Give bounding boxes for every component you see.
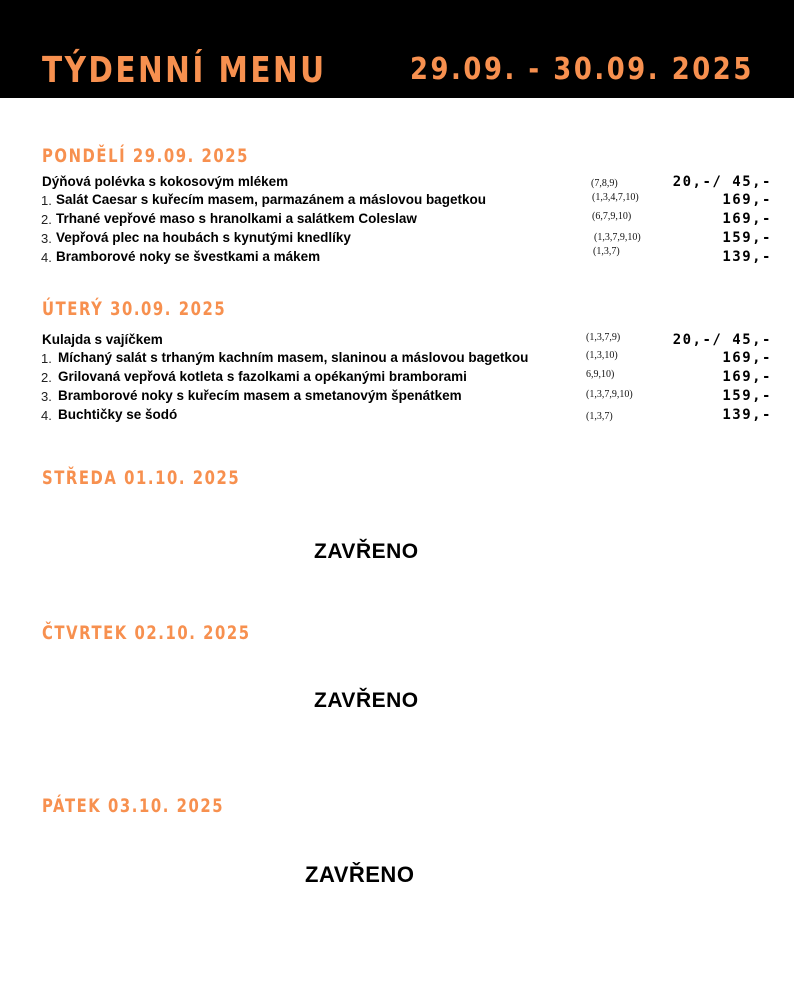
dish-name: Grilovaná vepřová kotleta s fazolkami a opékanými bramborami xyxy=(58,369,467,384)
allergens: (1,3,7,9) xyxy=(586,332,621,343)
menu-item xyxy=(0,246,794,267)
dish-name: Bramborové noky s kuřecím masem a smetanovým špenátkem xyxy=(58,388,462,403)
price: 159,- xyxy=(722,230,772,246)
allergens: (1,3,7,9,10) xyxy=(594,232,641,243)
menu-item xyxy=(0,369,794,387)
item-number: 4. xyxy=(41,250,52,265)
price: 169,- xyxy=(722,192,772,208)
menu-item xyxy=(0,211,794,229)
date-range: 29.09. - 30.09. 2025 xyxy=(410,52,754,87)
closed-notice-wednesday: ZAVŘENO xyxy=(314,540,419,563)
dish-name: Dýňová polévka s kokosovým mlékem xyxy=(42,174,289,189)
price: 169,- xyxy=(722,350,772,366)
closed-notice-thursday: ZAVŘENO xyxy=(314,689,419,712)
price: 20,-/ 45,- xyxy=(672,174,772,190)
allergens: (1,3,7) xyxy=(593,246,620,257)
menu-title: TÝDENNÍ MENU xyxy=(42,50,327,91)
dish-name: Vepřová plec na houbách s kynutými knedlíky xyxy=(56,230,351,245)
price: 169,- xyxy=(722,369,772,385)
day-heading-thursday: ČTVRTEK 02.10. 2025 xyxy=(42,622,251,644)
allergens: 6,9,10) xyxy=(586,369,615,380)
price: 139,- xyxy=(722,249,772,265)
menu-item xyxy=(0,174,794,192)
price: 20,-/ 45,- xyxy=(672,332,772,348)
header-bar xyxy=(0,0,794,98)
dish-name: Bramborové noky se švestkami a mákem xyxy=(56,249,321,264)
menu-item xyxy=(0,388,794,406)
price: 139,- xyxy=(722,407,772,423)
item-number: 3. xyxy=(41,231,52,246)
allergens: (6,7,9,10) xyxy=(592,211,632,222)
dish-name: Kulajda s vajíčkem xyxy=(42,332,163,347)
day-heading-wednesday: STŘEDA 01.10. 2025 xyxy=(42,467,241,489)
day-heading-friday: PÁTEK 03.10. 2025 xyxy=(42,795,225,817)
menu-item xyxy=(0,350,794,368)
item-number: 1. xyxy=(41,193,52,208)
day-heading-tuesday: ÚTERÝ 30.09. 2025 xyxy=(42,298,227,320)
menu-item xyxy=(0,230,794,248)
menu-item xyxy=(0,407,794,425)
menu-item xyxy=(0,332,794,350)
price: 159,- xyxy=(722,388,772,404)
menu-item xyxy=(0,192,794,210)
allergens: (1,3,10) xyxy=(586,350,618,361)
closed-notice-friday: ZAVŘENO xyxy=(305,862,415,887)
allergens: (7,8,9) xyxy=(591,178,618,189)
price: 169,- xyxy=(722,211,772,227)
item-number: 4. xyxy=(41,408,52,423)
allergens: (1,3,7) xyxy=(586,411,613,422)
dish-name: Salát Caesar s kuřecím masem, parmazánem a máslovou bagetkou xyxy=(56,192,486,207)
dish-name: Buchtičky se šodó xyxy=(58,407,178,422)
item-number: 1. xyxy=(41,351,52,366)
day-heading-monday: PONDĚLÍ 29.09. 2025 xyxy=(42,145,249,167)
dish-name: Míchaný salát s trhaným kachním masem, slaninou a máslovou bagetkou xyxy=(58,350,529,365)
dish-name: Trhané vepřové maso s hranolkami a salátkem Coleslaw xyxy=(56,211,417,226)
allergens: (1,3,4,7,10) xyxy=(592,192,639,203)
item-number: 2. xyxy=(41,370,52,385)
item-number: 2. xyxy=(41,212,52,227)
item-number: 3. xyxy=(41,389,52,404)
allergens: (1,3,7,9,10) xyxy=(586,389,633,400)
